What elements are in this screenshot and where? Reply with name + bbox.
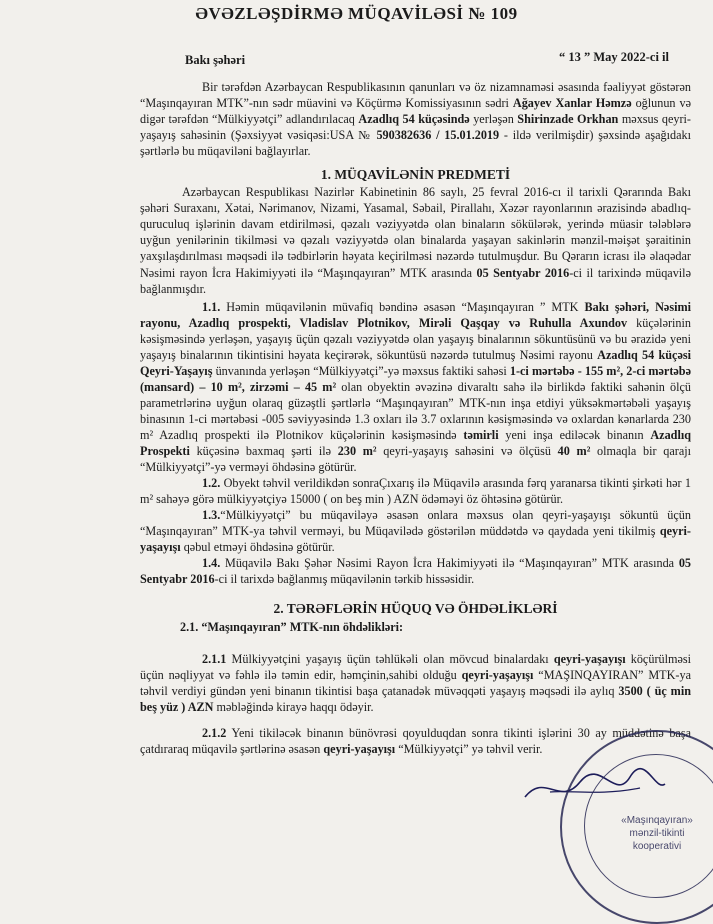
paragraph-text: Həmin müqavilənin müvafiq bəndinə əsasən “Maşınqayıran ” MTK — [220, 299, 585, 314]
stamp — [560, 730, 713, 924]
contract-date: “ 13 ” May 2022-ci il — [558, 50, 669, 64]
paragraph-text: olan obyektin əvəzinə divaraltı sahə ilə birlikdə faktiki sahənin ölçü parametrlərinə uyğun olaraq güzəştli şərtlərlə “Maşınqayıran” MTK-nın inşa etdiyi yüksəkmərtəbəli yaşayış binasının 1-ci mərtəbəsi -005 səviyyəsində 1.3 oxları ilə 3.7 oxlarının kəsişməsində və oxlardan kənarlarda 230 m² Azadlıq prospekti ilə Plotnikov küçələrinin kəsişməsində — [140, 379, 691, 442]
clause-number: 1.1. — [202, 299, 221, 314]
paragraph-text: ünvanında yerləşən “Mülkiyyətçi”-yə məxsus faktiki sahəsi — [212, 363, 510, 378]
clause-number: 1.2. — [202, 476, 221, 491]
garage-area: 40 m² — [557, 444, 591, 459]
area-value: 230 m² — [337, 444, 377, 459]
paragraph-text: küçələrinin kəsişməsində yerləşən, yaşayış üçün qəzalı vəziyyətdə olan yaşayış binalarının sökuntüsünü və bu ərazidə yeni yaşayış binalarının tikintisini həyata keçirərək, sökuntüsü nəzərdə tutulmuş Nəsimi rayonu — [140, 315, 691, 362]
paragraph-text: küçəsinə baxmaq şərti ilə — [189, 444, 338, 459]
clause-1-4 — [140, 555, 691, 587]
non-residential: qeyri-yaşayışı — [461, 667, 534, 682]
non-residential: qeyri-yaşayışı — [140, 524, 691, 555]
stamp-line: kooperativi — [632, 841, 682, 852]
property-areas: 1-ci mərtəbə - 155 m², 2-ci mərtəbə (mansard) – 10 m², zirzəmi – 45 m² — [140, 363, 691, 394]
chairman-name: Ağayev Xanlar Həmzə — [512, 96, 632, 111]
intro-text: oğlunun və digər tərəfdən “Mülkiyyətçi” adlandırılacaq — [140, 96, 691, 127]
paragraph-text: Müqavilə Bakı Şəhər Nəsimi Rayon İcra Hakimiyyəti ilə “Maşınqayıran” MTK arasında — [220, 556, 679, 571]
contract-body — [140, 79, 691, 757]
intro-text: yerləşən — [469, 112, 518, 127]
paragraph-text: olmaqla bir qarajı “Mülkiyyətçi”-yə verməyi öhdəsinə götürür. — [140, 444, 691, 475]
paragraph-text: “MAŞINQAYIRAN” MTK-ya təhvil verdiyi gündən yeni binanın tikintisi başa çatanadək müvəqqəti yaşayış məqsədi ilə aylıq — [140, 667, 691, 698]
contract-date-ref: 05 Sentyabr 2016 — [476, 265, 570, 280]
paragraph-text: Mülkiyyətçini yaşayış üçün təhlükəli olan mövcud binalardakı — [226, 651, 554, 666]
section2-heading: 2. TƏRƏFLƏRİN HÜQUQ VƏ ÖHDƏLİKLƏRİ — [273, 601, 558, 617]
owner-name: Shirinzade Orkhan — [517, 112, 619, 127]
section1-heading: 1. MÜQAVİLƏNİN PREDMETİ — [320, 167, 511, 183]
clause-1-2 — [140, 475, 691, 507]
section2-subheading: 2.1. “Maşınqayıran” MTK-nın öhdəlikləri: — [180, 619, 404, 634]
clause-1-3 — [140, 507, 691, 555]
paragraph-text: Obyekt təhvil verildikdən sonraÇıxarış ilə Müqavilə arasında fərq yaranarsa tikinti şirkəti hər 1 m² sahəyə görə mülkiyyətçiyə 15000 ( on beş min ) AZN ödəməyi öz öhtəsinə götürür. — [140, 476, 691, 507]
renovated: təmirli — [463, 427, 499, 442]
contract-date-ref: 05 Sentyabr 2016 — [140, 556, 691, 587]
paragraph-text: yeni inşa ediləcək binanın — [498, 427, 651, 442]
non-residential: qeyri-yaşayışı — [323, 741, 396, 756]
id-number: 590382636 / 15.01.2019 — [376, 128, 500, 143]
clause-number: 2.1.2 — [202, 725, 227, 740]
intro-paragraph — [140, 79, 691, 159]
clause-2-1-1 — [140, 651, 691, 715]
paragraph-text: qəbul etməyi öhdəsinə götürür. — [180, 540, 335, 555]
intro-text: məxsus qeyri-yaşayış sahəsinin (Şəxsiyyət vəsiqəsi:USA № — [140, 112, 691, 143]
address: Azadlıq 54 küçəsində — [358, 112, 470, 127]
section1-paragraph — [140, 184, 691, 296]
stamp-line: «Maşınqayıran» — [621, 815, 693, 826]
paragraph-text: köçürülməsi üçün nəqliyyat və fəhlə ilə təmin edir, həmçinin,sahibi olduğu — [140, 651, 691, 682]
clause-1-1 — [140, 299, 691, 476]
document-title: ƏVƏZLƏŞDİRMƏ MÜQAVİLƏSİ № 109 — [195, 4, 518, 23]
clause-number: 2.1.1 — [202, 651, 227, 666]
city: Bakı şəhəri — [185, 53, 246, 67]
streets: Bakı şəhəri, Nəsimi rayonu, Azadlıq prospekti, Vladislav Plotnikov, Mirəli Qaşqay və Ruhulla Axundov — [140, 299, 691, 330]
paragraph-text: -ci il tarixində müqavilə bağlanmışdır. — [140, 265, 691, 296]
non-residential: qeyri-yaşayışı — [553, 651, 626, 666]
stamp-line: mənzil-tikinti — [629, 828, 685, 839]
property-address: Azadlıq 54 küçəsi Qeyri-Yaşayış — [140, 347, 692, 378]
paragraph-text: məbləğində kirayə haqqı ödəyir. — [213, 699, 374, 714]
paragraph-text: “Mülkiyyətçi” yə təhvil verir. — [395, 741, 543, 756]
avenue: Azadlıq Prospekti — [140, 427, 691, 459]
paragraph-text: qeyri-yaşayış sahəsini və ölçüsü — [376, 444, 558, 459]
intro-text: - ildə verilmişdir) şəxsində aşağıdakı şərtlərlə bu müqaviləni bağlayırlar. — [140, 128, 691, 159]
paragraph-text: Yeni tikiləcək binanın bünövrəsi qoyulduqdan sonra tikinti işlərini 30 ay müddətinə başa çatdıraraq müqavilə şərtlərinə əsasən — [140, 725, 691, 756]
rent-amount: 3500 ( üç min beş yüz ) AZN — [140, 683, 691, 714]
clause-number: 1.4. — [202, 556, 221, 571]
stamp-text — [562, 814, 713, 853]
intro-text: Bir tərəfdən Azərbaycan Respublikasının qanunları və öz nizamnaməsi əsasında fəaliyyət göstərən “Maşınqayıran MTK”-nın sədr müavini və Köçürmə Komissiyasının sədri — [140, 80, 691, 111]
paragraph-text: “Mülkiyyətçi” bu müqaviləyə əsasən onlara məxsus olan qeyri-yaşayışı sökuntü üçün “Maşınqayıran” MTK-ya təhvil verməyi, bu Müqavilədə göstərilən müddətdə və qaydada yeni tikilmiş — [140, 508, 691, 539]
paragraph-text: -ci il tarixdə bağlanmış müqavilənin tərkib hissəsidir. — [214, 572, 475, 587]
clause-number: 1.3. — [202, 508, 221, 523]
paragraph-text: Azərbaycan Respublikası Nazirlər Kabinetinin 86 saylı, 25 fevral 2016-cı il tarixli Qərarında Bakı şəhəri Suraxanı, Xətai, Nərimanov, Nizami, Yasamal, Səbail, Pirallahı, Xəzər rayonlarının ərazisində abadlıq-quruculuq işlərinin davam etdirilməsi, qəzalı vəziyyətdə olan binaların sökülərək, yerində müasir tələblərə uyğun yenilərinin tikilməsi və qəzalı vəziyyətdə olan binalarda yaşayan sakinlərin mənzil-məişət şəraitinin yaxşılaşdırılması məqsədi ilə tədbirlərin həyata keçirilməsi nəzərdə tutulmuşdur. Bu Qərarın icrası ilə əlaqədar Nəsimi rayon İcra Hakimiyyəti ilə “Maşınqayıran” MTK arasında — [140, 185, 691, 280]
